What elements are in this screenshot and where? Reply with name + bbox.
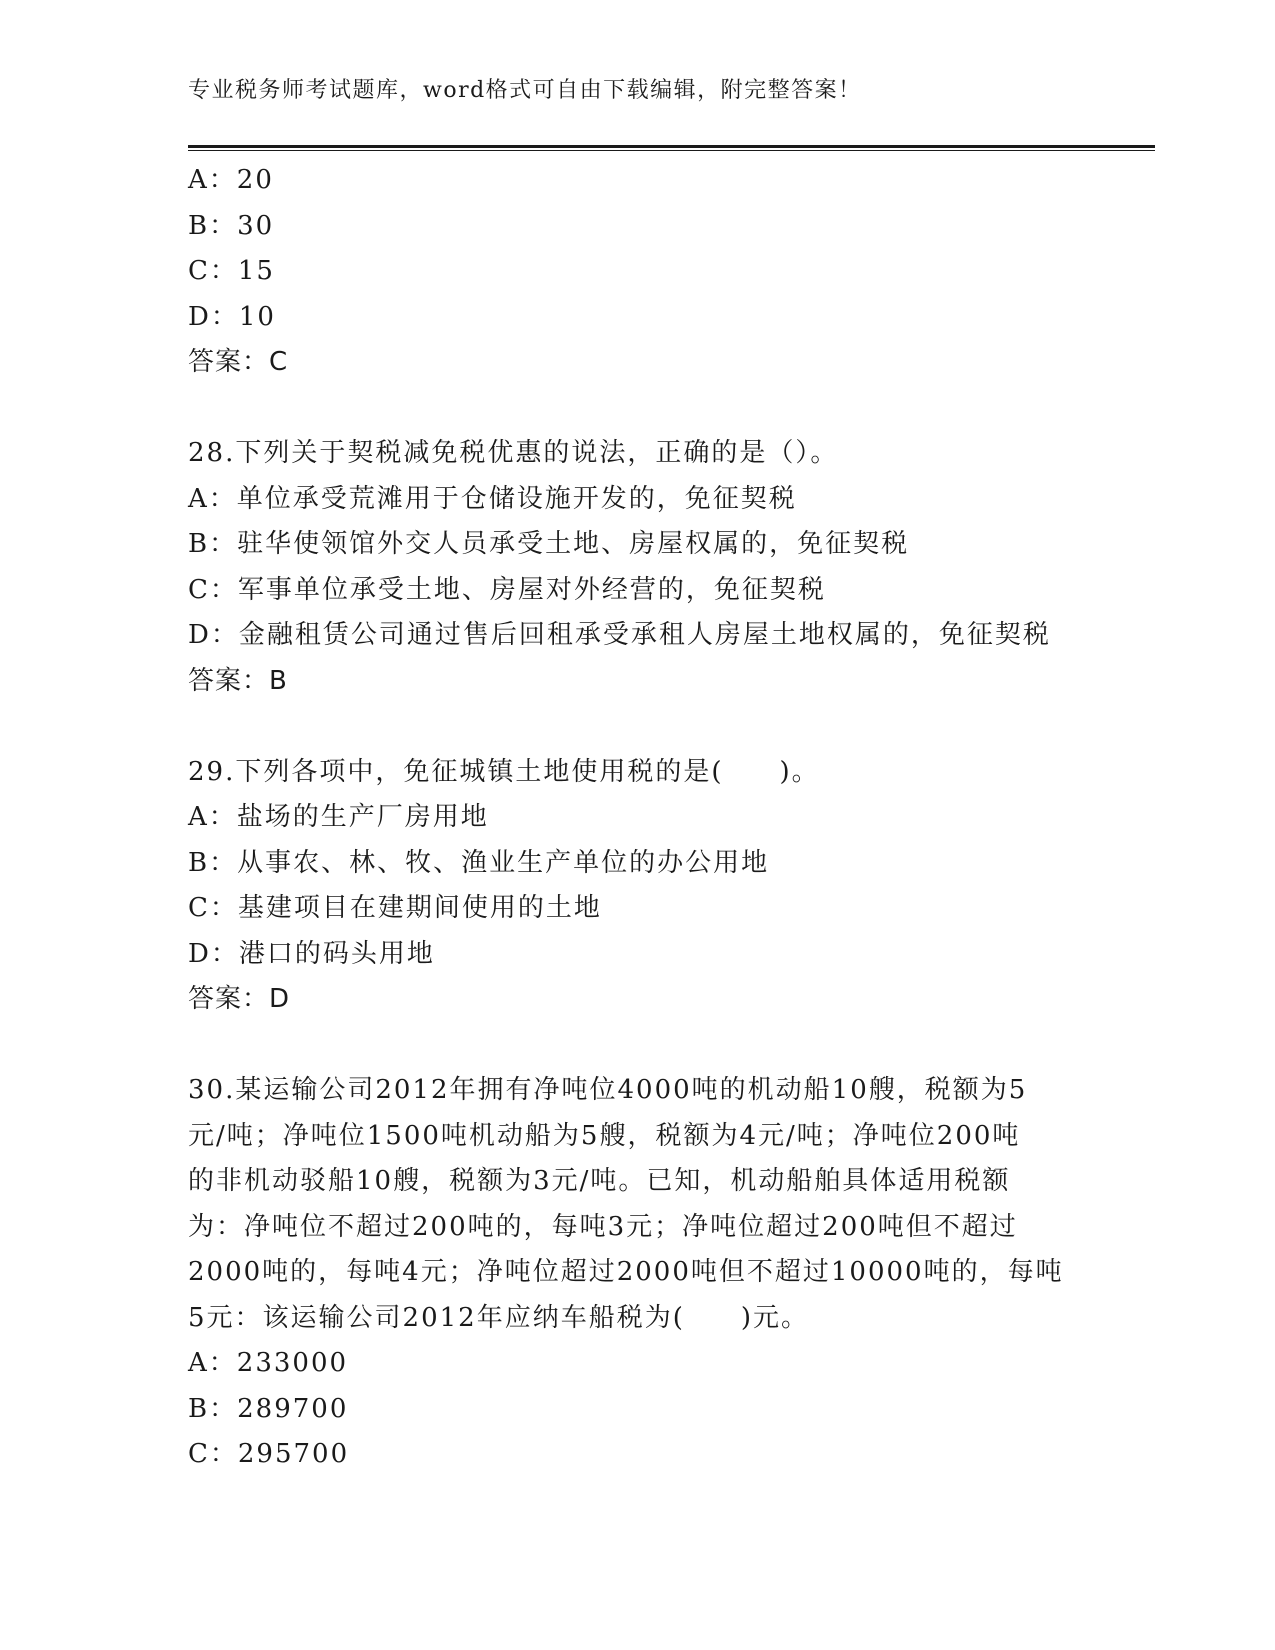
option-b: B：289700 [188,1393,349,1424]
question-stem-line: 元/吨；净吨位1500吨机动船为5艘，税额为4元/吨；净吨位200吨 [188,1120,1021,1151]
page-header: 专业税务师考试题库，word格式可自由下载编辑，附完整答案！ [188,78,862,103]
answer: 答案：D [188,984,291,1014]
answer: 答案：B [188,665,288,696]
option-b: B：30 [188,210,275,241]
question-stem-line: 的非机动驳船10艘，税额为3元/吨。已知，机动船舶具体适用税额 [188,1166,1011,1196]
question-content [188,158,1088,1478]
question-stem: 28.下列关于契税减免税优惠的说法，正确的是（）。 [188,438,839,468]
question-30 [188,1068,1088,1478]
question-stem: 29.下列各项中，免征城镇土地使用税的是( )。 [188,756,820,787]
option-c: C：15 [188,256,275,286]
option-d: D：金融租赁公司通过售后回租承受承租人房屋土地权属的，免征契税 [188,620,1051,650]
header-rule-thin [188,150,1155,151]
answer: 答案：C [188,347,289,377]
option-d: D：10 [188,301,276,332]
option-a: A：233000 [188,1348,349,1378]
question-28 [188,431,1088,704]
option-c: C：295700 [188,1439,350,1469]
question-stem-line: 2000吨的，每吨4元；净吨位超过2000吨但不超过10000吨的，每吨 [188,1257,1064,1287]
question-29 [188,750,1088,1023]
option-c: C：军事单位承受土地、房屋对外经营的，免征契税 [188,574,826,605]
question-stem-line: 5元：该运输公司2012年应纳车船税为( )元。 [188,1302,809,1333]
option-b: B：驻华使领馆外交人员承受土地、房屋权属的，免征契税 [188,529,910,559]
option-c: C：基建项目在建期间使用的土地 [188,893,602,923]
option-a: A：20 [188,165,274,195]
option-b: B：从事农、林、牧、渔业生产单位的办公用地 [188,847,770,878]
question-stem-line: 30.某运输公司2012年拥有净吨位4000吨的机动船10艘，税额为5 [188,1075,1028,1105]
option-a: A：盐场的生产厂房用地 [188,802,489,832]
option-d: D：港口的码头用地 [188,938,435,969]
question-27 [188,158,1088,386]
option-a: A：单位承受荒滩用于仓储设施开发的，免征契税 [188,483,797,514]
header-rule-thick [188,145,1155,148]
question-stem-line: 为：净吨位不超过200吨的，每吨3元；净吨位超过200吨但不超过 [188,1211,1018,1242]
